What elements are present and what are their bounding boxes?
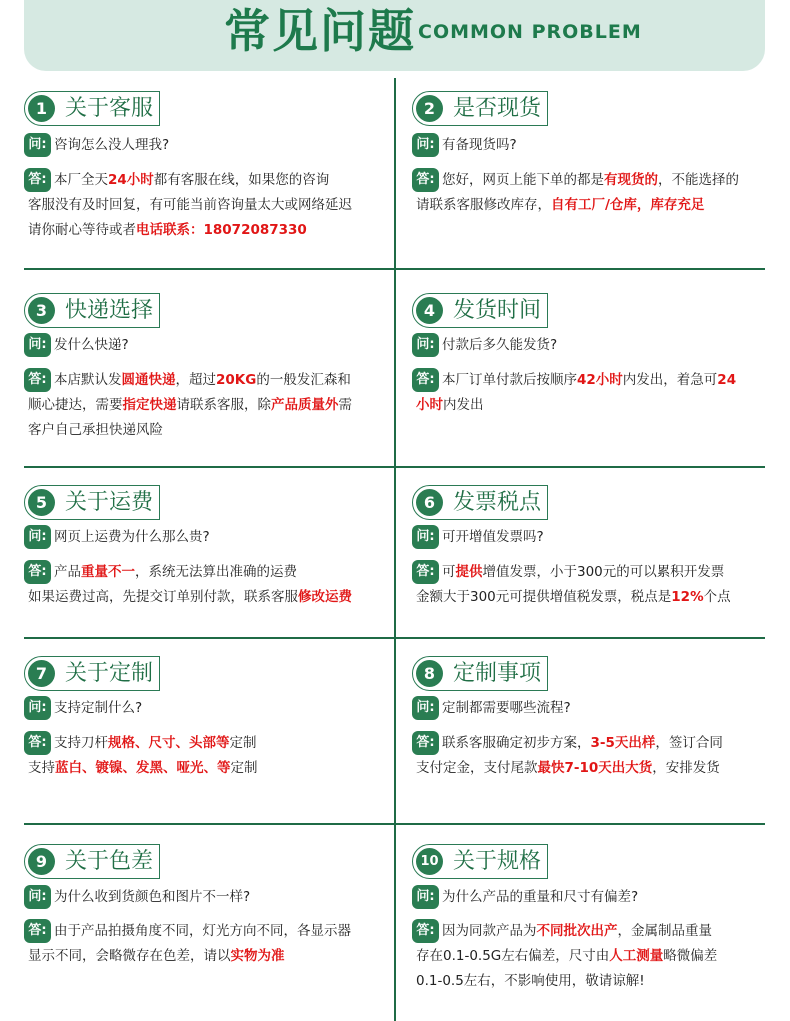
section-title: 定制事项 [453, 661, 542, 686]
row-divider [24, 268, 765, 270]
answer-line [28, 418, 163, 443]
section-title: 关于规格 [453, 849, 542, 874]
answer-line [442, 919, 712, 943]
question-text: 咨询怎么没人理我? [54, 137, 170, 153]
question-text: 可开增值发票吗? [442, 529, 544, 545]
answer-line [54, 731, 257, 755]
answer-text: 因为同款产品为 [442, 923, 537, 939]
question-badge: 问: [412, 525, 439, 549]
answer-highlight: 24 [717, 372, 737, 388]
section-number-badge: 1 [28, 95, 55, 122]
section-title: 关于定制 [65, 661, 154, 686]
answer-line [28, 944, 285, 969]
answer-text: 定制 [229, 735, 257, 751]
answer-line [416, 393, 484, 418]
section-number-badge: 3 [28, 297, 55, 324]
page-subtitle: COMMON PROBLEM [418, 21, 642, 43]
answer-badge: 答: [412, 731, 439, 755]
faq-section-header [24, 844, 160, 879]
row-divider [24, 637, 765, 639]
answer-line [416, 944, 717, 969]
answer-badge: 答: [24, 368, 51, 392]
answer-line [442, 731, 723, 755]
answer-badge: 答: [24, 168, 51, 192]
section-title: 关于客服 [65, 96, 154, 121]
answer-text: 定制 [230, 760, 258, 776]
answer-text: 存在0.1-0.5G左右偏差，尺寸由 [416, 948, 610, 964]
question-text: 定制都需要哪些流程? [442, 700, 571, 716]
answer-highlight: 3-5天出样 [590, 735, 656, 751]
answer-line [416, 969, 645, 994]
section-title: 发货时间 [453, 298, 542, 323]
faq-section-header [412, 656, 548, 691]
section-number-badge: 2 [416, 95, 443, 122]
answer-highlight: 12% [671, 589, 704, 605]
answer-highlight: 20KG [216, 372, 257, 388]
answer-badge: 答: [412, 919, 439, 943]
answer-text: 都有客服在线，如果您的咨询 [153, 172, 330, 188]
section-title: 关于运费 [65, 490, 154, 515]
answer-highlight: 圆通快递 [121, 372, 176, 388]
answer-text: 请联系客服，除 [176, 397, 271, 413]
section-number-badge: 8 [416, 660, 443, 687]
answer-text: ，不能选择的 [658, 172, 739, 188]
question-text: 网页上运费为什么那么贵? [54, 529, 210, 545]
answer-highlight: 不同批次出产 [536, 923, 618, 939]
answer-badge: 答: [412, 168, 439, 192]
answer-text: 支持刀杆 [54, 735, 108, 751]
answer-badge: 答: [24, 919, 51, 943]
answer-highlight: 提供 [455, 564, 483, 580]
answer-highlight: 42小时 [577, 372, 623, 388]
answer-line [54, 368, 351, 392]
answer-line [416, 585, 731, 610]
answer-highlight: 重量不一 [81, 564, 135, 580]
section-number-badge: 7 [28, 660, 55, 687]
answer-text: 顺心捷达，需要 [28, 397, 123, 413]
question-badge: 问: [412, 696, 439, 720]
answer-highlight: 最快7-10天出大货 [537, 760, 653, 776]
question-badge: 问: [412, 885, 439, 909]
question-badge: 问: [412, 133, 439, 157]
question-text: 有备现货吗? [442, 137, 517, 153]
answer-highlight: 小时 [416, 397, 443, 413]
faq-section-header [24, 656, 160, 691]
answer-text: 本厂全天 [54, 172, 108, 188]
answer-text: 显示不同，会略微存在色差，请以 [28, 948, 231, 964]
section-number-badge: 6 [416, 489, 443, 516]
page-title: 常见问题 [224, 4, 416, 58]
answer-text: 您好，网页上能下单的都是 [442, 172, 604, 188]
answer-line [28, 193, 352, 218]
answer-badge: 答: [412, 560, 439, 584]
answer-highlight: 自有工厂/仓库，库存充足 [551, 197, 705, 213]
section-title: 关于色差 [65, 849, 154, 874]
answer-highlight: 规格、尺寸、头部等 [108, 735, 230, 751]
answer-text: 本厂订单付款后按顺序 [442, 372, 577, 388]
answer-text: 客服没有及时回复，有可能当前咨询量太大或网络延迟 [28, 197, 352, 213]
answer-line [442, 168, 739, 192]
answer-highlight: 24小时 [108, 172, 154, 188]
answer-badge: 答: [412, 368, 439, 392]
answer-text: 内发出，着急可 [622, 372, 718, 388]
answer-text: 请联系客服修改库存， [416, 197, 551, 213]
answer-text: 请你耐心等待或者 [28, 222, 136, 238]
answer-line [28, 218, 307, 243]
question-text: 为什么收到货颜色和图片不一样? [54, 889, 251, 905]
section-title: 快递选择 [65, 298, 154, 323]
question-badge: 问: [24, 885, 51, 909]
answer-badge: 答: [24, 560, 51, 584]
question-badge: 问: [412, 333, 439, 357]
answer-text: 联系客服确定初步方案， [442, 735, 591, 751]
answer-highlight: 指定快递 [122, 397, 177, 413]
answer-highlight: 产品质量外 [271, 397, 339, 413]
answer-text: 金额大于300元可提供增值税发票，税点是 [416, 589, 672, 605]
answer-line [54, 168, 329, 192]
question-badge: 问: [24, 333, 51, 357]
section-title: 发票税点 [453, 490, 542, 515]
row-divider [24, 823, 765, 825]
faq-section-header [412, 844, 548, 879]
question-text: 发什么快递? [54, 337, 129, 353]
answer-text: 由于产品拍摄角度不同，灯光方向不同，各显示器 [54, 923, 351, 939]
answer-text: 内发出 [443, 397, 484, 413]
section-number-badge: 4 [416, 297, 443, 324]
answer-line [54, 919, 351, 943]
answer-highlight: 有现货的 [604, 172, 658, 188]
faq-section-header [24, 91, 160, 126]
answer-highlight: 蓝白、镀镍、发黑、哑光、等 [55, 760, 231, 776]
question-badge: 问: [24, 133, 51, 157]
answer-badge: 答: [24, 731, 51, 755]
answer-text: ，系统无法算出准确的运费 [135, 564, 297, 580]
answer-text: 个点 [703, 589, 731, 605]
faq-section-header [24, 293, 160, 328]
header-banner [24, 0, 765, 71]
answer-text: 客户自己承担快递风险 [28, 422, 163, 438]
answer-line [442, 560, 724, 584]
answer-line [416, 193, 704, 218]
answer-line [28, 585, 352, 610]
answer-text: ，超过 [175, 372, 216, 388]
answer-line [28, 756, 258, 781]
answer-text: 支持 [28, 760, 55, 776]
answer-text: 需 [338, 397, 352, 413]
answer-text: 产品 [54, 564, 81, 580]
question-text: 为什么产品的重量和尺寸有偏差? [442, 889, 639, 905]
row-divider [24, 466, 765, 468]
answer-line [54, 560, 297, 584]
answer-line [416, 756, 720, 781]
question-text: 付款后多久能发货? [442, 337, 558, 353]
question-text: 支持定制什么? [54, 700, 143, 716]
answer-text: 增值发票，小于300元的可以累积开发票 [482, 564, 725, 580]
faq-section-header [412, 485, 548, 520]
answer-text: ，金属制品重量 [617, 923, 712, 939]
answer-text: 本店默认发 [54, 372, 122, 388]
answer-highlight: 实物为准 [230, 948, 285, 964]
answer-text: 支付定金，支付尾款 [416, 760, 538, 776]
faq-section-header [412, 293, 548, 328]
faq-section-header [412, 91, 548, 126]
section-number-badge: 10 [416, 848, 443, 875]
answer-line [442, 368, 736, 392]
section-number-badge: 9 [28, 848, 55, 875]
answer-text: 略微偏差 [663, 948, 718, 964]
question-badge: 问: [24, 696, 51, 720]
answer-highlight: 修改运费 [298, 589, 352, 605]
section-title: 是否现货 [453, 96, 542, 121]
answer-line [28, 393, 352, 418]
answer-highlight: 人工测量 [609, 948, 664, 964]
answer-text: ，安排发货 [652, 760, 720, 776]
answer-text: 可 [442, 564, 456, 580]
question-badge: 问: [24, 525, 51, 549]
answer-text: 的一般发汇森和 [256, 372, 351, 388]
faq-section-header [24, 485, 160, 520]
column-divider [394, 78, 396, 1021]
answer-highlight: 电话联系：18072087330 [136, 222, 307, 238]
section-number-badge: 5 [28, 489, 55, 516]
answer-text: 0.1-0.5左右，不影响使用，敬请谅解! [416, 973, 645, 989]
answer-text: ，签订合同 [655, 735, 723, 751]
answer-text: 如果运费过高，先提交订单别付款，联系客服 [28, 589, 298, 605]
